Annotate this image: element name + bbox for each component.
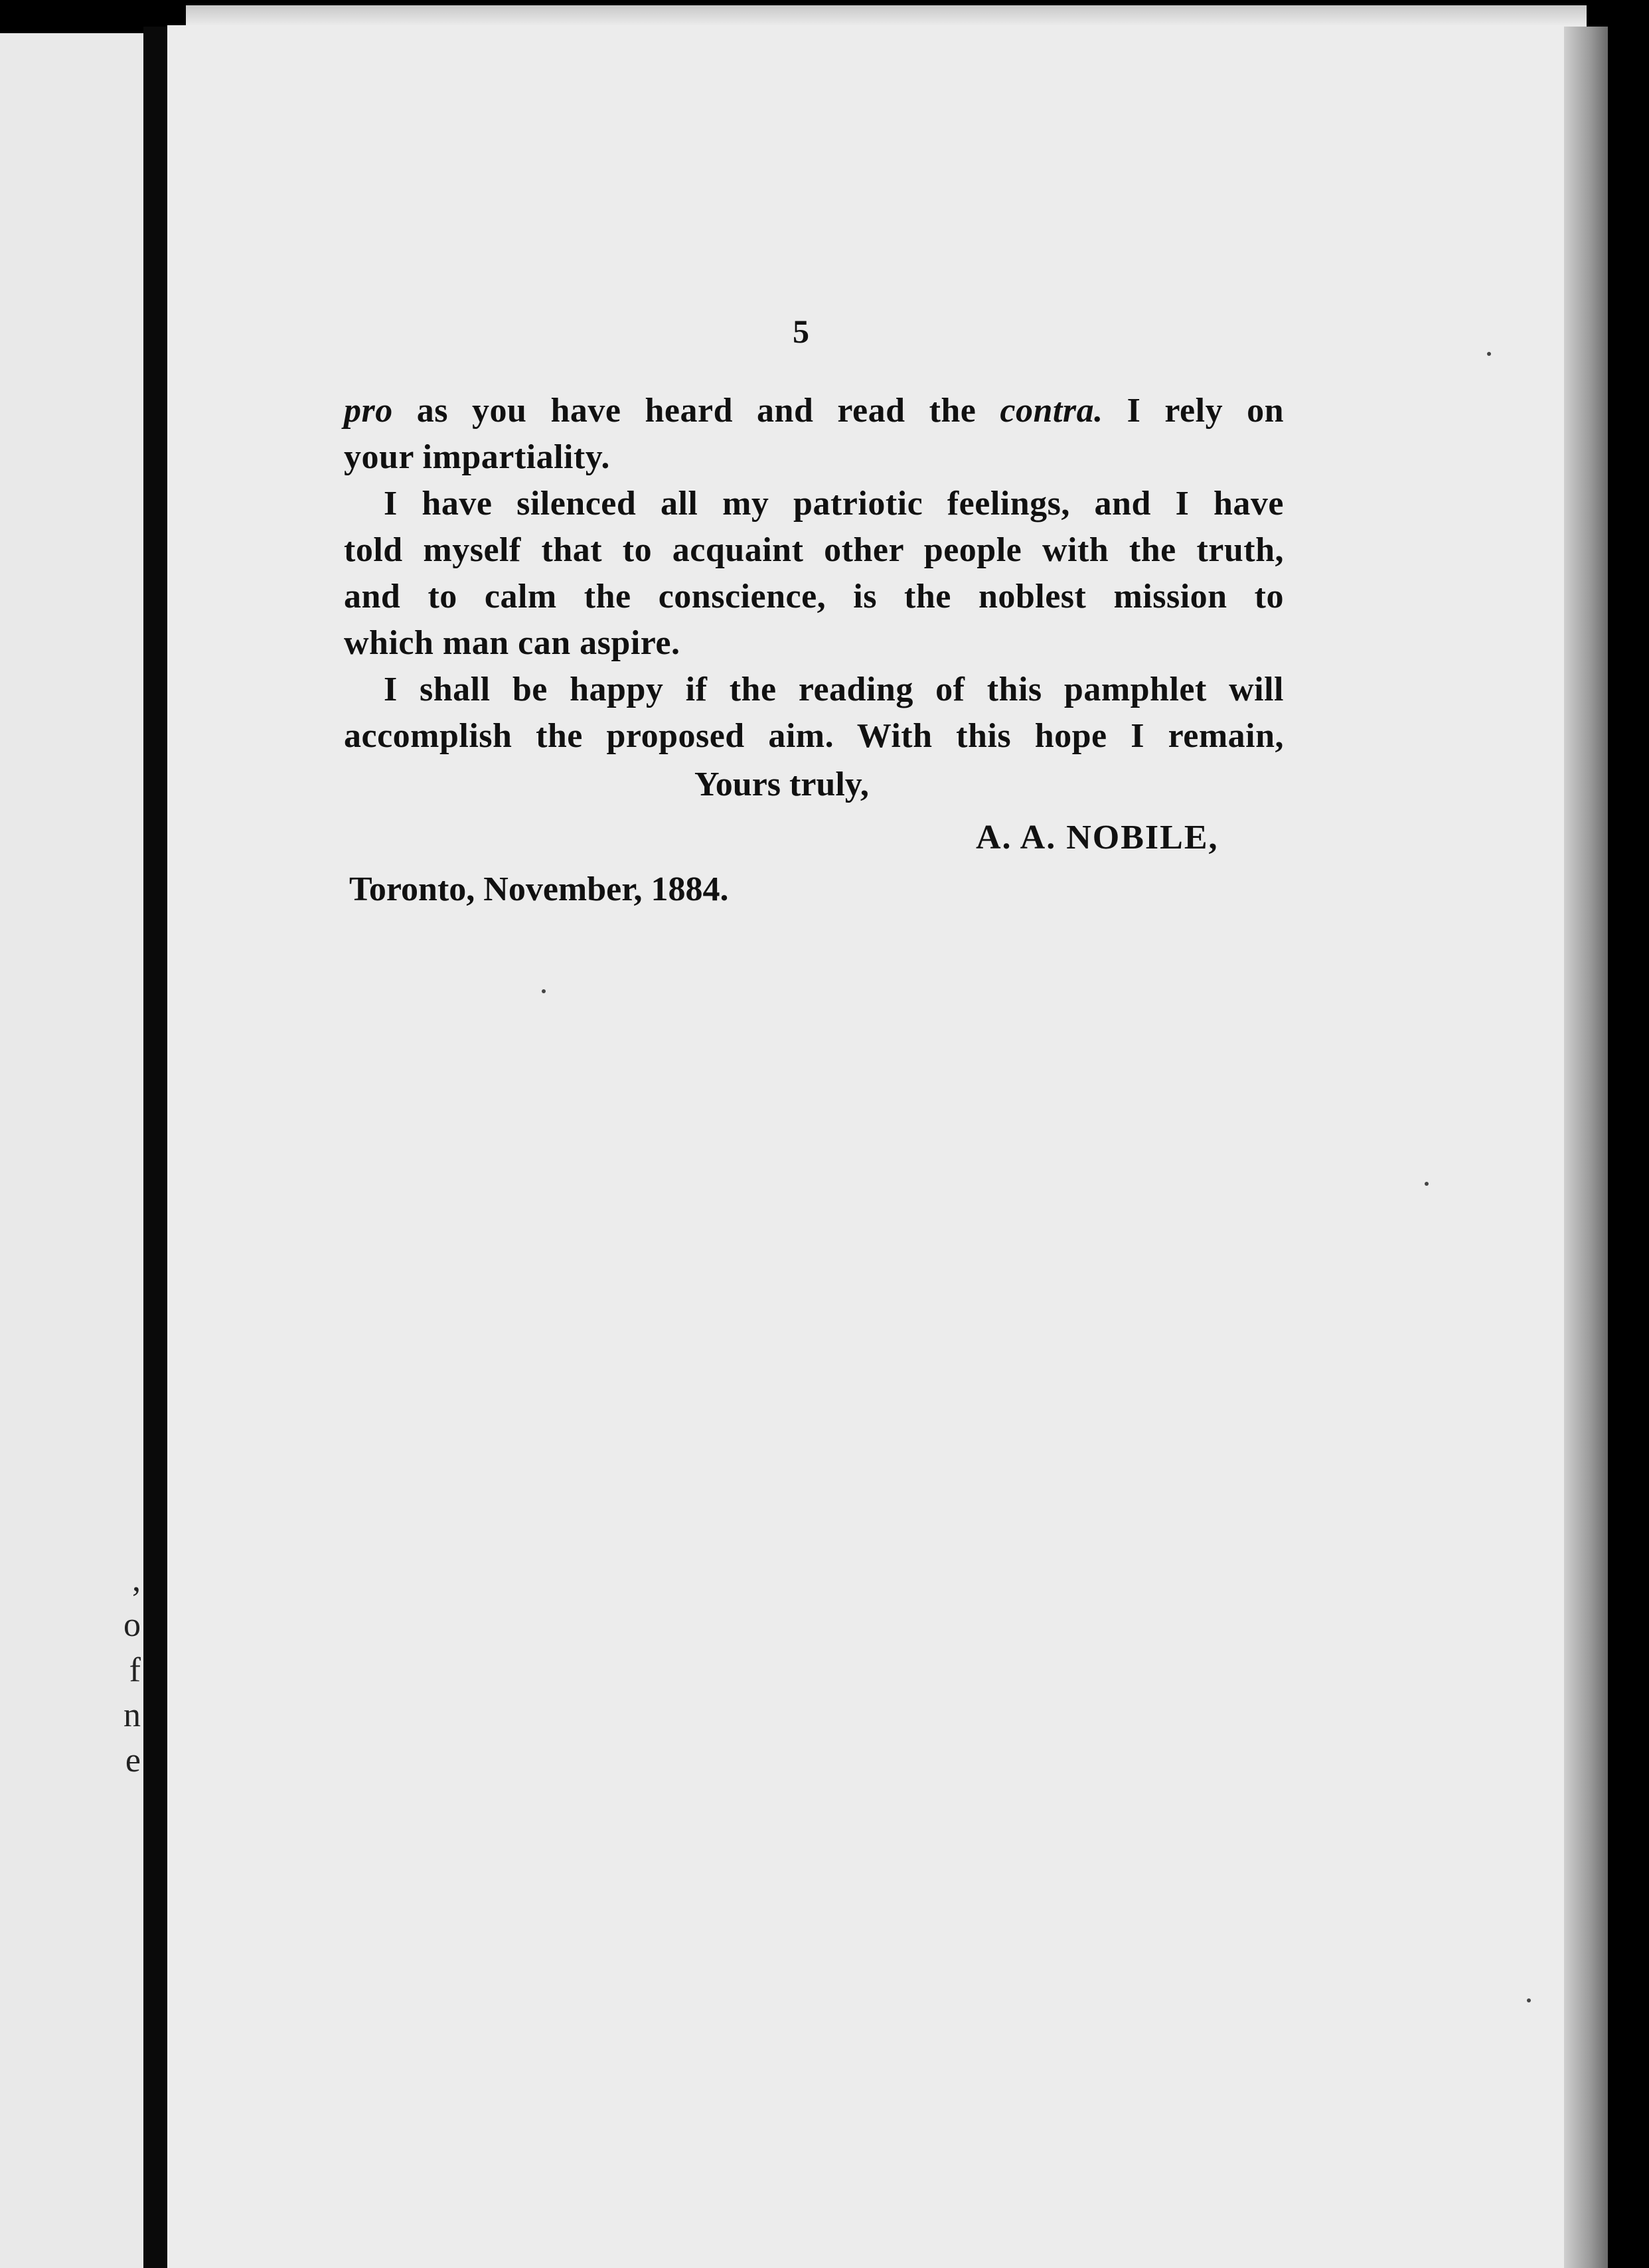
paragraph-1-line-1-text: as you have heard and read the [392, 392, 1000, 430]
dateline: Toronto, November, 1884. [349, 870, 729, 908]
left-page-fragment: f [129, 1651, 141, 1689]
paragraph-2-line-4: which man can aspire. [344, 624, 680, 662]
paragraph-1-line-1 [344, 388, 1284, 434]
left-page-fragment: n [123, 1696, 141, 1734]
left-page-fragment: e [125, 1742, 141, 1779]
left-page-fragment: , [132, 1561, 141, 1599]
document-page [167, 25, 1564, 2268]
latin-term-pro: pro [344, 392, 393, 430]
paragraph-3-line-1: I shall be happy if the reading of this pamphlet will [384, 671, 1284, 708]
paper-speck [1425, 1182, 1429, 1186]
salutation: Yours truly, [694, 766, 869, 803]
paragraph-2-line-3: and to calm the conscience, is the noblest mission to [344, 578, 1284, 615]
paragraph-1-line-1-end: I rely on [1103, 392, 1285, 430]
paragraph-2-line-1: I have silenced all my patriotic feelings, and I have [384, 485, 1284, 523]
paper-speck [1527, 1998, 1531, 2002]
top-paper-edge [186, 5, 1587, 28]
binding-gutter [143, 27, 167, 2268]
paper-speck [1487, 352, 1491, 356]
left-page-sliver [0, 33, 143, 2268]
paragraph-3-line-2: accomplish the proposed aim. With this hope I remain, [344, 717, 1284, 755]
right-page-edge [1564, 27, 1608, 2268]
page-number: 5 [793, 313, 809, 350]
author-signature: A. A. NOBILE, [976, 819, 1219, 856]
paper-speck [542, 989, 546, 993]
latin-term-contra: contra. [1000, 392, 1103, 430]
left-page-fragment: o [123, 1606, 141, 1644]
paragraph-1-line-2: your impartiality. [344, 438, 610, 476]
paragraph-2-line-2: told myself that to acquaint other people with the truth, [344, 531, 1284, 569]
body-text [344, 388, 1284, 760]
